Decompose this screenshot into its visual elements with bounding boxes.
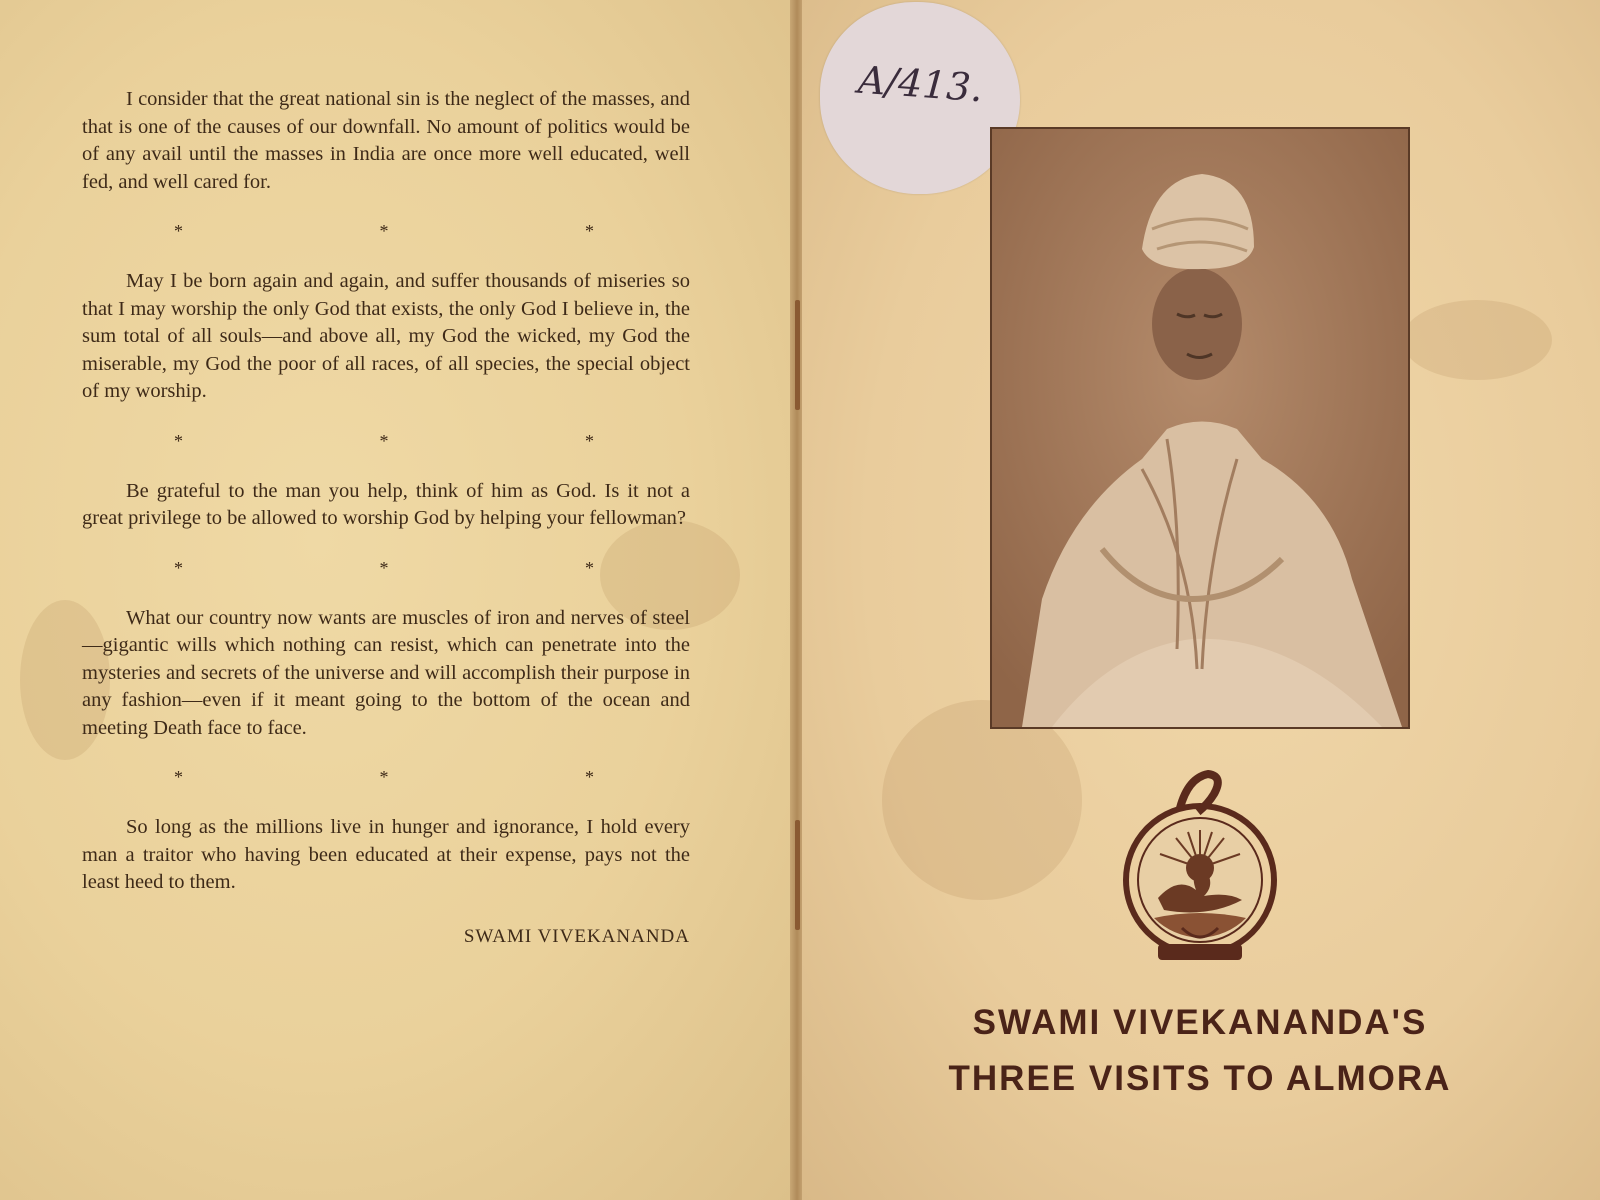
swan-sun-emblem xyxy=(1118,768,1282,964)
face-shape xyxy=(1152,268,1242,380)
quotes-block xyxy=(82,86,690,950)
seated-monk-portrait xyxy=(992,129,1408,727)
separator: * * * xyxy=(174,557,594,578)
paper-stain xyxy=(882,700,1082,900)
quote-text: May I be born again and again, and suffer thousands of miseries so that I may worship the only God that exists, the only God I believe in, the sum total of all souls—and above all, my God the wicked, my God the miserable, my God the poor of all races, of all species, the special object of my worship. xyxy=(82,270,690,402)
quote-text: I consider that the great national sin is the neglect of the masses, and that is one of the causes of our downfall. No amount of politics would be of any avail until the masses in India are once more well educated, well fed, and well cared for. xyxy=(82,88,690,193)
quote-1 xyxy=(82,86,690,196)
quote-2 xyxy=(82,268,690,406)
paper-stain xyxy=(1402,300,1552,380)
staple xyxy=(795,820,800,930)
separator: * * * xyxy=(174,767,594,787)
quote-text: Be grateful to the man you help, think of him as God. Is it not a great privilege to be allowed to worship God by helping your fellowman? xyxy=(82,479,690,529)
catalog-number: A/413. xyxy=(856,57,985,111)
portrait-photo xyxy=(990,127,1410,729)
quote-text: So long as the millions live in hunger and ignorance, I hold every man a traitor who having been educated at their expense, pays not the least heed to them. xyxy=(82,816,690,893)
cover-title-line-2: THREE VISITS TO ALMORA xyxy=(948,1059,1452,1098)
cover-title xyxy=(900,995,1500,1107)
cover-title-line-1: SWAMI VIVEKANANDA'S xyxy=(972,1003,1428,1042)
quote-5 xyxy=(82,814,690,897)
staple xyxy=(795,300,800,410)
quote-text: What our country now wants are muscles of iron and nerves of steel—gigantic wills which nothing can resist, which can penetrate into the mysteries and secrets of the universe and will accomplish their purpose in any fashion—even if it meant going to the bottom of the ocean and meeting Death face to face. xyxy=(82,606,690,739)
signature: SWAMI VIVEKANANDA xyxy=(463,925,690,947)
separator: * * * xyxy=(174,221,594,241)
back-cover-page xyxy=(0,0,796,1200)
quote-3 xyxy=(82,478,690,533)
emblem-logo xyxy=(1118,768,1282,964)
quote-4 xyxy=(82,605,690,743)
separator: * * * xyxy=(174,430,594,451)
